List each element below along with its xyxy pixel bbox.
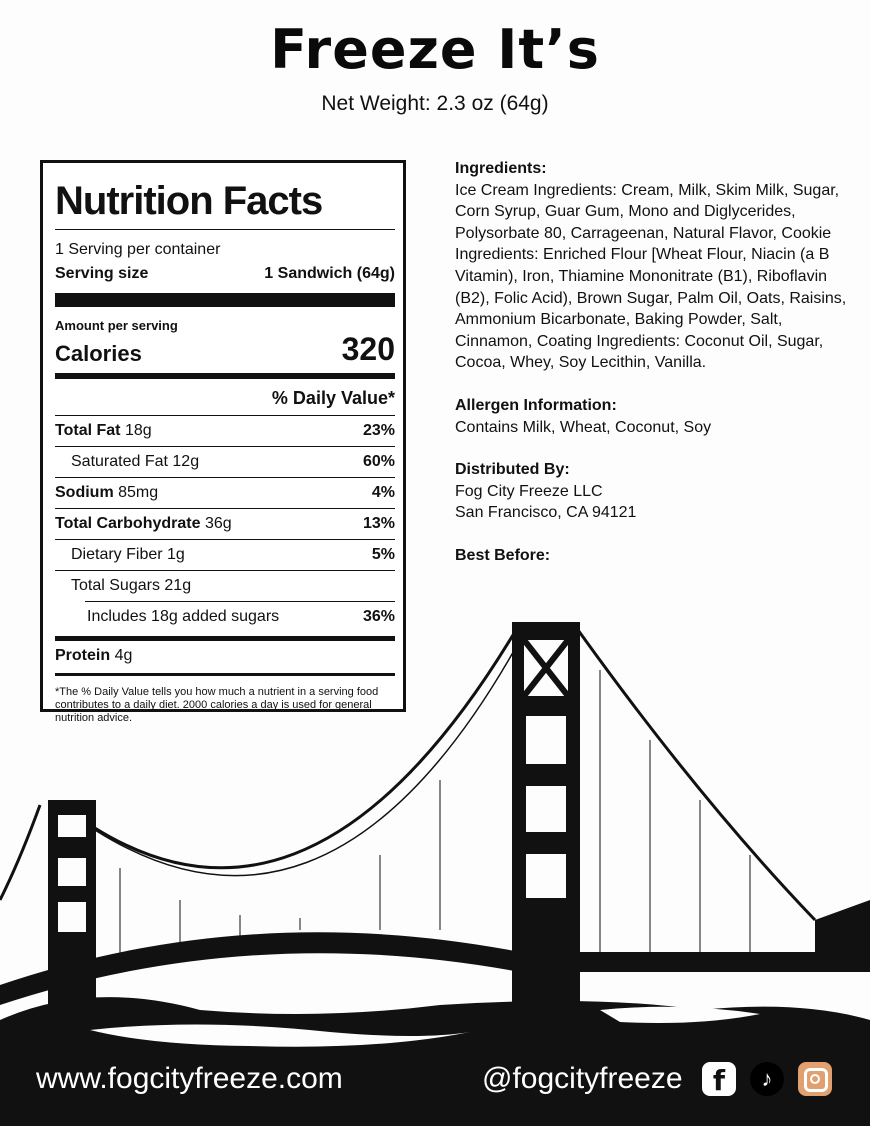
- social-handle[interactable]: @fogcityfreeze: [482, 1062, 683, 1095]
- nutrient-row-added-sugars: [55, 602, 395, 632]
- nutrient-name: Protein: [55, 647, 111, 664]
- tiktok-icon[interactable]: ♪: [750, 1062, 784, 1096]
- servings-per-container: 1 Serving per container: [55, 241, 221, 258]
- daily-value-footnote: *The % Daily Value tells you how much a nutrient in a serving food contributes to a daily diet. 2000 calories a day is used for general nutrition advice.: [55, 686, 379, 724]
- serving-size-label: Serving size: [55, 265, 149, 282]
- website-link[interactable]: www.fogcityfreeze.com: [36, 1062, 343, 1095]
- product-info-column: [455, 158, 850, 567]
- distributor-name: Fog City Freeze LLC: [455, 482, 603, 500]
- nutrient-name: Includes 18g added sugars: [87, 608, 280, 625]
- brand-title: Freeze It’s: [270, 18, 600, 81]
- nutrient-name: Sodium: [55, 484, 114, 501]
- nutrient-amount: 18g: [124, 422, 152, 439]
- net-weight: Net Weight: 2.3 oz (64g): [321, 92, 549, 115]
- serving-size-value: 1 Sandwich (64g): [264, 265, 395, 282]
- nutrient-amount: 36g: [204, 515, 232, 532]
- distributor-block: [455, 459, 850, 524]
- nutrition-facts-panel: [40, 160, 406, 724]
- nutrient-name: Saturated Fat: [71, 453, 168, 470]
- serving-size: [55, 264, 395, 284]
- instagram-icon[interactable]: [798, 1062, 832, 1096]
- ingredients-text: Ice Cream Ingredients: Cream, Milk, Skim Milk, Sugar, Corn Syrup, Guar Gum, Mono and Diglycerides, Polysorbate 80, Carrageenan, Natural Flavor, Cookie Ingredients: Enriched Flour [Wheat Flour, Niacin (a B Vitamin), Iron, Thiamine Mononitrate (B1), Riboflavin (B2), Folic Acid), Brown Sugar, Palm Oil, Oats, Raisins, Ammonium Bicarbonate, Baking Powder, Salt, Cinnamon, Coating Ingredients: Coconut Oil, Sugar, Cocoa, Whey, Soy Lecithin, Vanilla.: [455, 181, 847, 372]
- nutrient-name: Total Carbohydrate: [55, 515, 201, 532]
- amount-per-serving-label: Amount per serving: [55, 318, 178, 333]
- calories-label: Calories: [55, 341, 142, 366]
- nutrient-pct: 60%: [362, 453, 395, 470]
- nutrient-name: Dietary Fiber: [71, 546, 163, 563]
- nutrient-row-saturated-fat: [55, 447, 395, 478]
- nutrient-pct: 36%: [362, 608, 395, 625]
- nutrient-row-sodium: [55, 478, 395, 509]
- nutrition-facts-title: Nutrition Facts: [55, 179, 323, 223]
- nutrient-pct: 4%: [371, 484, 395, 501]
- nutrient-name: Total Sugars: [71, 577, 160, 594]
- calories-value: 320: [341, 331, 395, 367]
- nutrient-amount: 4g: [114, 647, 133, 664]
- ingredients-heading: Ingredients:: [455, 160, 547, 177]
- nutrient-amount: 21g: [164, 577, 192, 594]
- nutrient-pct: 5%: [371, 546, 395, 563]
- nutrient-row-dietary-fiber: [55, 540, 395, 571]
- distributor-address: San Francisco, CA 94121: [455, 504, 637, 522]
- allergen-heading: Allergen Information:: [455, 396, 617, 414]
- distributor-heading: Distributed By:: [455, 461, 570, 479]
- nutrient-row-total-fat: [55, 416, 395, 447]
- nutrient-pct: 23%: [362, 422, 395, 439]
- nutrient-amount: 12g: [172, 453, 200, 470]
- nutrient-name: Total Fat: [55, 422, 121, 439]
- nutrient-pct: 13%: [362, 515, 395, 532]
- facebook-icon[interactable]: f: [702, 1062, 736, 1096]
- nutrient-row-total-carbohydrate: [55, 509, 395, 540]
- daily-value-header: % Daily Value*: [271, 388, 395, 408]
- ingredients-block: [455, 158, 850, 374]
- nutrient-amount: 1g: [167, 546, 185, 563]
- allergen-text: Contains Milk, Wheat, Coconut, Soy: [455, 418, 712, 436]
- allergen-block: [455, 395, 850, 438]
- nutrient-amount: 85mg: [118, 484, 159, 501]
- best-before-heading: Best Before:: [455, 546, 551, 564]
- footer-bar: [0, 1048, 870, 1112]
- nutrient-row-total-sugars: [55, 571, 395, 601]
- nutrient-row-protein: [55, 641, 395, 671]
- calories-row: [55, 331, 395, 367]
